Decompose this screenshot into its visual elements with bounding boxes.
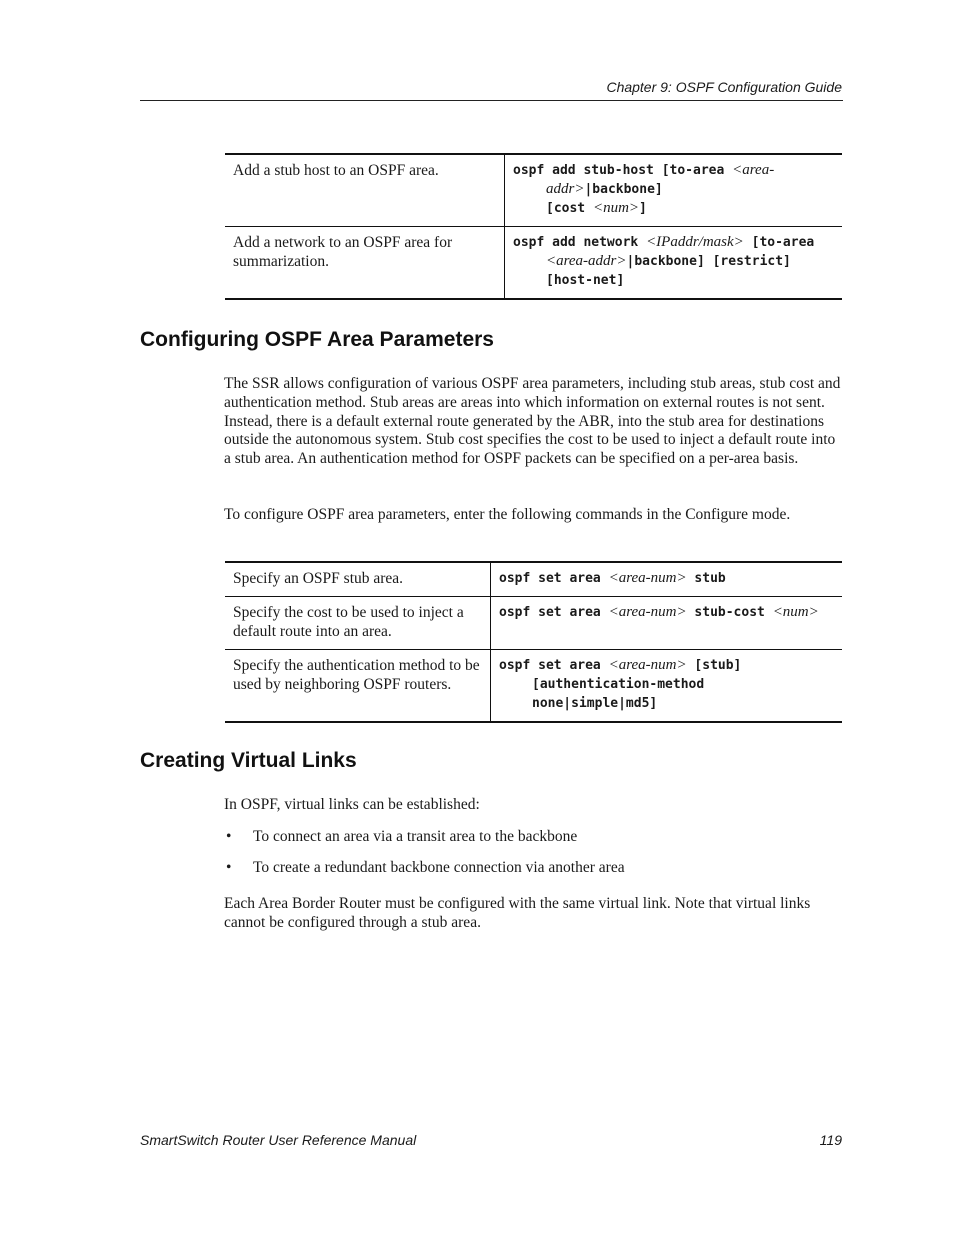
command-keyword: |backbone] (584, 182, 663, 197)
command-keyword: ospf set area (499, 571, 609, 586)
table-row (225, 562, 842, 597)
command-keyword: [to-area (743, 235, 815, 250)
command-variable: <num> (772, 604, 819, 620)
virtual-links-intro: In OSPF, virtual links can be established: (224, 796, 480, 813)
command-line (513, 161, 834, 180)
command-variable: <area-num> (608, 570, 687, 586)
command-line (513, 252, 834, 271)
command-line (513, 199, 834, 218)
table-row (225, 650, 842, 723)
command-syntax (491, 597, 843, 650)
ospf-area-parameters-table (225, 561, 842, 723)
command-variable: <area-num> (608, 657, 687, 673)
command-line (513, 180, 834, 199)
list-item-text: To connect an area via a transit area to the backbone (253, 828, 578, 845)
command-keyword: ospf set area (499, 658, 609, 673)
command-keyword: none|simple|md5] (532, 696, 658, 711)
command-variable: <area-addr> (546, 253, 627, 269)
chapter-title: Chapter 9: OSPF Configuration Guide (606, 79, 842, 95)
command-keyword: ospf add network (513, 235, 647, 250)
command-syntax (491, 650, 843, 723)
command-line (513, 233, 834, 252)
section-heading-area-parameters: Configuring OSPF Area Parameters (140, 328, 494, 351)
command-description: Add a network to an OSPF area for summarization. (225, 227, 505, 300)
command-keyword: ospf add stub-host [to-area (513, 163, 733, 178)
area-parameters-paragraph: The SSR allows configuration of various OSPF area parameters, including stub areas, stub cost and authentication method. Stub areas are areas into which information on external routes is not sent. Instead, there is a default external route generated by the ABR, into the stub area for destinations outside the autonomous system. Stub cost specifies the cost to be used to inject a default route into a stub area. An authentication method for OSPF packets can be specified on a per-area basis. (224, 375, 841, 468)
command-line (499, 603, 834, 622)
command-line (513, 271, 834, 290)
ospf-area-command-table (225, 153, 842, 300)
command-line (499, 656, 834, 675)
command-keyword: [authentication-method (532, 677, 705, 692)
bullet-icon: • (226, 828, 232, 845)
table-row (225, 227, 842, 300)
command-description: Specify the authentication method to be used by neighboring OSPF routers. (225, 650, 491, 723)
command-syntax (505, 154, 843, 227)
command-variable: <IPaddr/mask> (646, 234, 744, 250)
command-keyword: |backbone] [restrict] (626, 254, 791, 269)
header-rule (140, 100, 843, 101)
running-header (140, 79, 842, 95)
list-item-text: To create a redundant backbone connection via another area (253, 859, 625, 876)
list-item (224, 858, 842, 889)
command-variable: <area- (732, 162, 775, 178)
command-keyword: [host-net] (546, 273, 625, 288)
command-description: Specify the cost to be used to inject a default route into an area. (225, 597, 491, 650)
command-keyword: [cost (546, 201, 593, 216)
virtual-links-closing-paragraph: Each Area Border Router must be configured with the same virtual link. Note that virtual links cannot be configured through a stub area. (224, 895, 811, 931)
command-syntax (505, 227, 843, 300)
command-keyword: stub-cost (686, 605, 773, 620)
command-keyword: ] (639, 201, 647, 216)
command-variable: <area-num> (608, 604, 687, 620)
table-row (225, 154, 842, 227)
command-line (499, 675, 834, 694)
command-keyword: ospf set area (499, 605, 609, 620)
running-footer (140, 1132, 842, 1148)
section-heading-virtual-links: Creating Virtual Links (140, 749, 357, 772)
virtual-links-bullet-list (224, 827, 842, 889)
table-row (225, 597, 842, 650)
page-number: 119 (819, 1132, 842, 1148)
command-description: Add a stub host to an OSPF area. (225, 154, 505, 227)
command-keyword: stub (686, 571, 726, 586)
command-variable: <num> (592, 200, 640, 216)
command-line (499, 694, 834, 713)
command-keyword: [stub] (686, 658, 742, 673)
manual-title: SmartSwitch Router User Reference Manual (140, 1132, 417, 1148)
bullet-icon: • (226, 859, 232, 876)
command-variable: addr> (546, 181, 585, 197)
list-item (224, 827, 842, 858)
command-line (499, 569, 834, 588)
command-description: Specify an OSPF stub area. (225, 562, 491, 597)
command-syntax (491, 562, 843, 597)
configure-mode-paragraph: To configure OSPF area parameters, enter the following commands in the Configure mode. (224, 506, 791, 523)
